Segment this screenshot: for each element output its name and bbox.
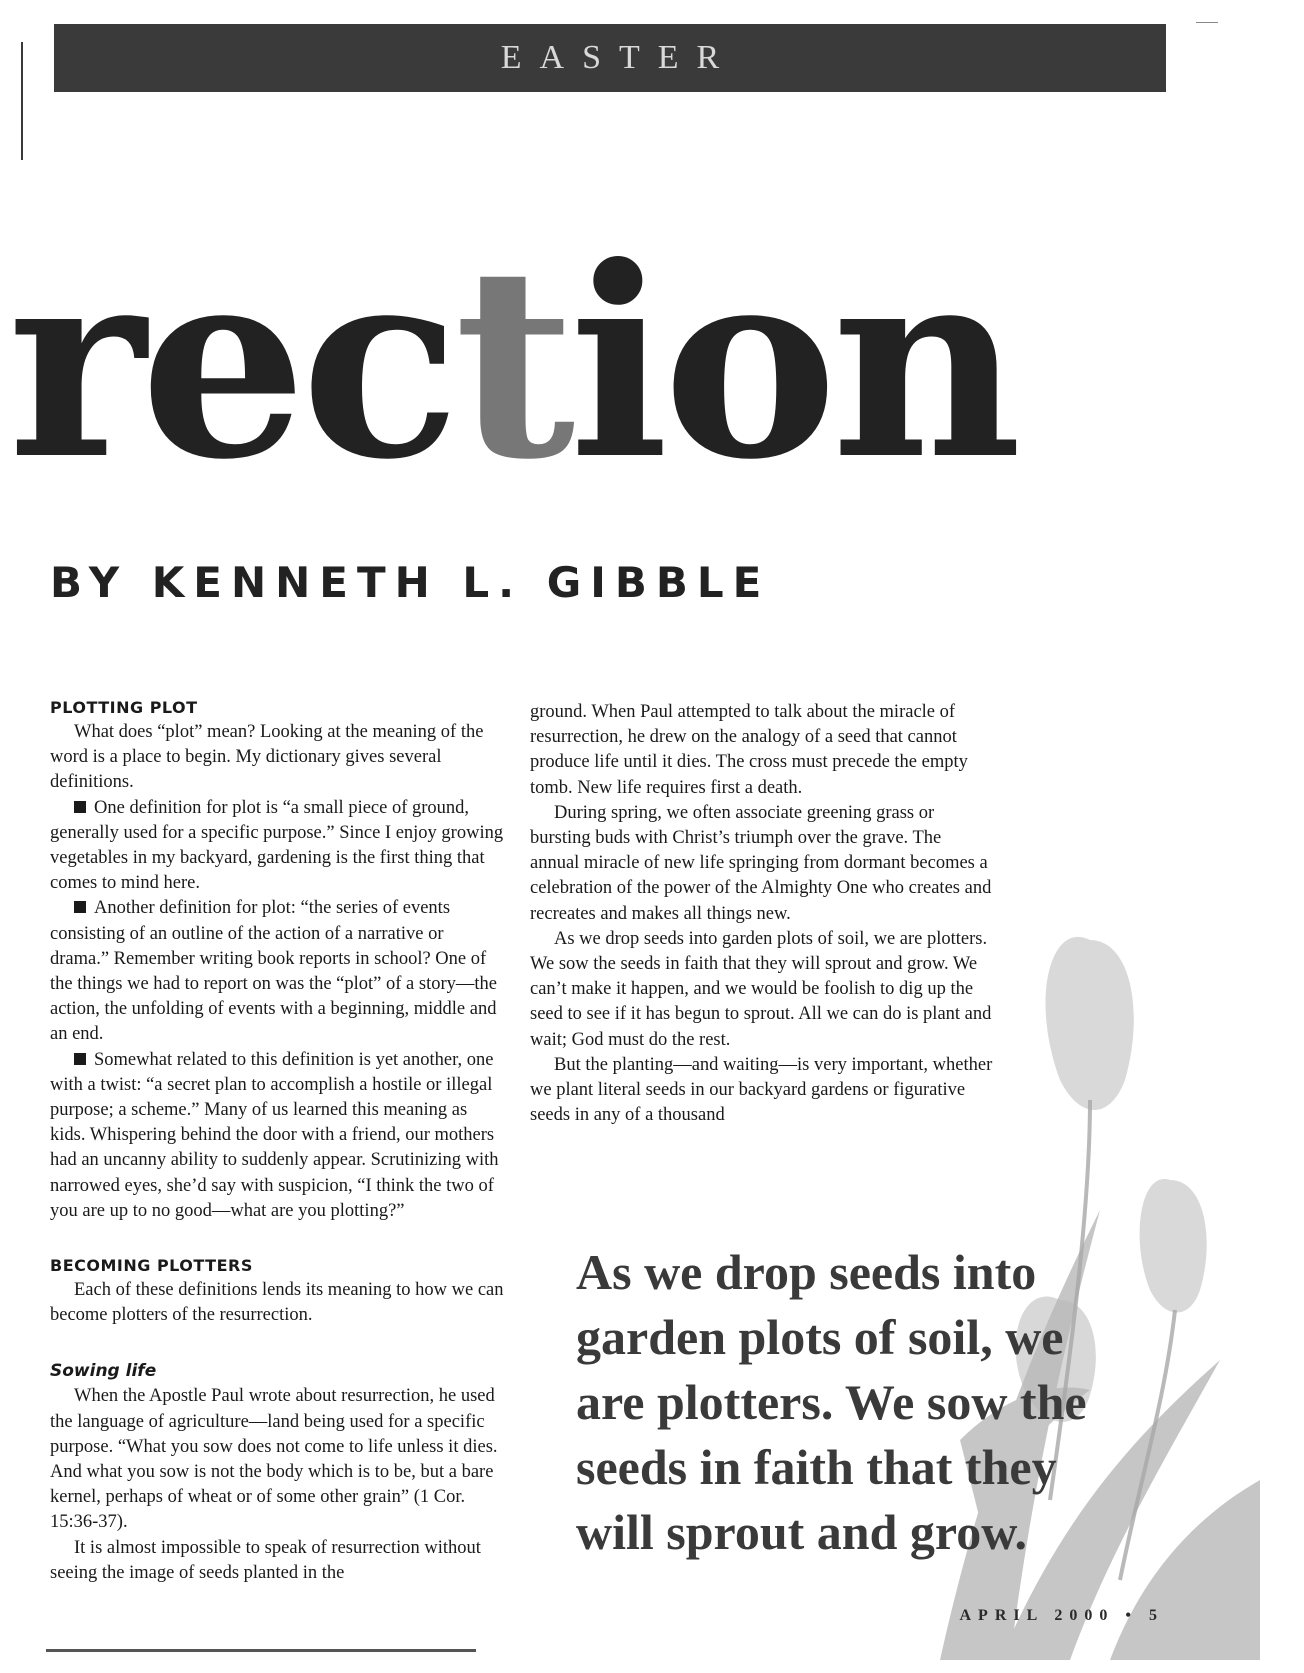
- intro-paragraph: What does “plot” mean? Looking at the meaning of the word is a place to begin. My dictionary gives several definitions.: [50, 722, 484, 793]
- byline: BY KENNETH L. GIBBLE: [50, 558, 771, 607]
- sowing-paragraph: It is almost impossible to speak of resurrection without seeing the image of seeds planted in the: [50, 1537, 481, 1583]
- becoming-paragraph: Each of these definitions lends its meaning to how we can become plotters of the resurrection.: [50, 1280, 504, 1326]
- section-label: EASTER: [500, 39, 738, 76]
- section-banner: [54, 24, 1166, 92]
- page-edge-rule: [21, 42, 23, 160]
- subheading-sowing-life: Sowing life: [50, 1361, 157, 1382]
- headline-accent-letter: t: [454, 209, 570, 517]
- left-column: [50, 696, 505, 1586]
- body-paragraph: ground. When Paul attempted to talk about the miracle of resurrection, he drew on the analogy of a seed that cannot produce life until it dies. The cross must precede the empty tomb. New life requires first a death.: [530, 702, 968, 798]
- pull-quote: As we drop seeds into garden plots of soil, we are plotters. We sow the seeds in faith that they will sprout and grow.: [576, 1244, 1087, 1560]
- definition-text: Another definition for plot: “the series of events consisting of an outline of the action of a narrative or drama.” Remember writing book reports in school? One of the things we had to report on was the “plot” of a story—the action, the unfolding of events with a beginning, middle and an end.: [50, 898, 497, 1045]
- definition-paragraph: [50, 796, 505, 897]
- definition-paragraph: [50, 896, 505, 1047]
- definition-text: Somewhat related to this definition is yet another, one with a twist: “a secret plan to accomplish a hostile or illegal purpose; a scheme.” Many of us learned this meaning as kids. Whispering behind the door with a friend, our mothers had an uncanny ability to suddenly appear. Scrutinizing with narrowed eyes, she’d say with suspicion, “I think the two of you are up to no good—what are you plotting?”: [50, 1049, 499, 1221]
- body-paragraph: During spring, we often associate greening grass or bursting buds with Christ’s triumph over the grave. The annual miracle of new life springing from dormant becomes a celebration of the power of the Almighty One who creates and recreates and makes all things new.: [530, 802, 992, 924]
- definition-text: One definition for plot is “a small piece of ground, generally used for a specific purpose.” Since I enjoy growing vegetables in my backyard, gardening is the first thing that comes to mind here.: [50, 797, 504, 894]
- square-bullet-icon: [74, 901, 86, 913]
- right-column: [530, 700, 995, 1128]
- definition-paragraph: [50, 1048, 505, 1224]
- headline: [8, 209, 1017, 517]
- section-heading-becoming: BECOMING PLOTTERS: [50, 1256, 253, 1276]
- headline-prefix: rec: [8, 209, 455, 517]
- body-paragraph: As we drop seeds into garden plots of soil, we are plotters. We sow the seeds in faith that they will sprout and grow. We can’t make it happen, and we would be foolish to dig up the seed to see if it has begun to sprout. All we can do is plant and wait; God must do the rest.: [530, 928, 992, 1050]
- corner-mark: [1196, 22, 1218, 23]
- square-bullet-icon: [74, 801, 86, 813]
- page-folio: APRIL 2000 • 5: [959, 1607, 1164, 1624]
- headline-suffix: ion: [569, 209, 1017, 517]
- section-heading-plotting: PLOTTING PLOT: [50, 698, 198, 717]
- bottom-rule: [46, 1649, 476, 1652]
- spacer: [50, 1224, 505, 1254]
- body-paragraph: But the planting—and waiting—is very important, whether we plant literal seeds in our backyard gardens or figurative seeds in any of a thousand: [530, 1054, 993, 1126]
- spacer: [50, 1328, 505, 1358]
- sowing-paragraph: When the Apostle Paul wrote about resurrection, he used the language of agriculture—land being used for a specific purpose. “What you sow does not come to life unless it dies. And what you sow is not the body which is to be, but a bare kernel, perhaps of wheat or of some other grain” (1 Cor. 15:36-37).: [50, 1386, 498, 1533]
- square-bullet-icon: [74, 1053, 86, 1065]
